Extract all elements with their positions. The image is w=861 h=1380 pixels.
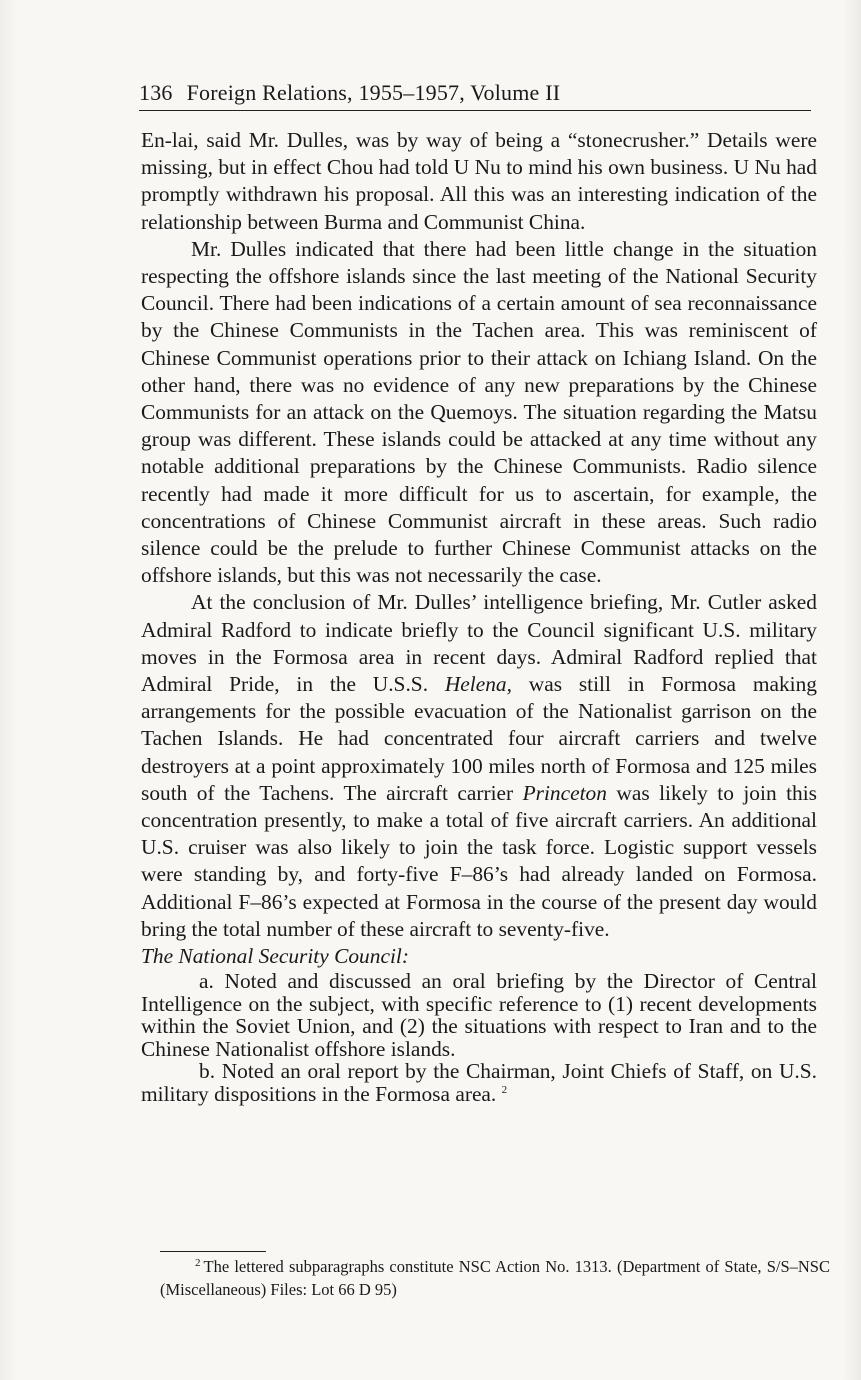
footnote-divider	[160, 1251, 266, 1252]
running-header	[139, 80, 811, 111]
footnote-marker: 2	[195, 1256, 201, 1269]
action-item-b	[141, 1060, 817, 1105]
paragraph-3	[141, 589, 817, 943]
running-title: Foreign Relations, 1955–1957, Volume II	[186, 80, 561, 105]
council-heading: The National Security Council:	[141, 944, 409, 969]
footnote-text: The lettered subparagraphs constitute NSC Action No. 1313. (Department of State, S/S–NSC (Miscellaneous) Files: Lot 66 D 95)	[160, 1257, 830, 1299]
page-number: 136	[139, 80, 173, 105]
action-item-a: a. Noted and discussed an oral briefing by the Director of Central Intelligence on the subject, with specific reference to (1) recent developments within the Soviet Union, and (2) the situations with respect to Iran and to the Chinese Nationalist offshore islands.	[141, 969, 817, 1061]
paragraph-2: Mr. Dulles indicated that there had been little change in the situation respecting the offshore islands since the last meeting of the National Security Council. There had been indications of a certain amount of sea reconnaissance by the Chinese Communists in the Tachen area. This was reminiscent of Chinese Communist operations prior to their attack on Ichiang Island. On the other hand, there was no evidence of any new preparations by the Chinese Communists for an attack on the Quemoys. The situation regarding the Matsu group was different. These islands could be attacked at any time without any notable additional preparations by the Chinese Communists. Radio silence recently had made it more difficult for us to ascertain, for example, the concentrations of Chinese Communist aircraft in these areas. Such radio silence could be the prelude to further Chinese Communist attacks on the offshore islands, but this was not necessarily the case.	[141, 236, 817, 588]
body-text	[141, 127, 817, 1105]
footnote-reference: 2	[501, 1083, 508, 1096]
paragraph-1: En-lai, said Mr. Dulles, was by way of being a “stonecrusher.” Details were missing, but in effect Chou had told U Nu to mind his own business. U Nu had promptly withdrawn his proposal. All this was an interesting indication of the relationship between Burma and Communist China.	[141, 128, 817, 234]
paragraph-3-part-a: At the conclusion of Mr. Dulles’ intelligence briefing, Mr. Cutler asked Admiral Radford to indicate briefly to the Council significant U.S. military moves in the Formosa area in recent days. Admiral Radford replied that Admiral Pride, in the U.S.S.	[141, 590, 817, 697]
action-item-b-text: b. Noted an oral report by the Chairman, Joint Chiefs of Staff, on U.S. military dispositions in the Formosa area.	[141, 1059, 817, 1106]
ship-name-helena: Helena,	[444, 672, 512, 697]
paragraph-3-part-b: was still in Formosa making arrangements for the possible evacuation of the Nationalist garrison on the Tachen Islands. He had concentrated four aircraft carriers and twelve destroyers at a point approximately 100 miles north of Formosa and 125 miles south of the Tachens. The aircraft carrier	[141, 672, 817, 805]
paragraph-3-part-c: was likely to join this concentration presently, to make a total of five aircraft carriers. An additional U.S. cruiser was also likely to join the task force. Logistic support vessels were standing by, and forty-five F–86’s had already landed on Formosa. Additional F–86’s expected at Formosa in the course of the present day would bring the total number of these aircraft to seventy-five.	[141, 780, 817, 941]
ship-name-princeton: Princeton	[522, 780, 607, 805]
footnote	[160, 1255, 830, 1301]
